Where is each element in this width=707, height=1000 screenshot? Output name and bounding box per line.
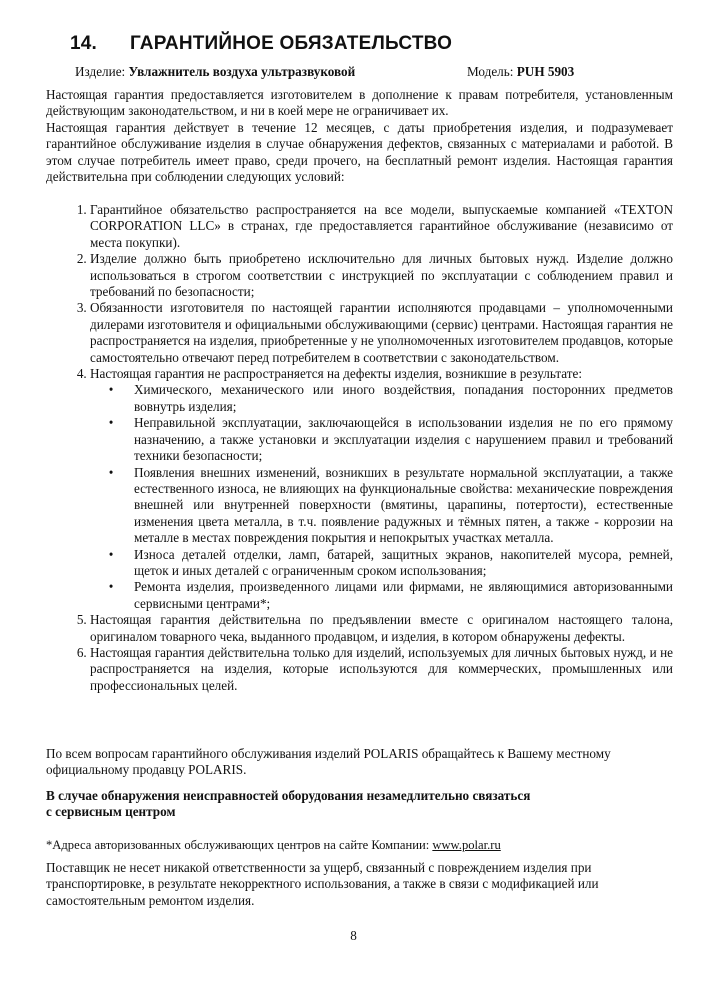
item-label: Изделие: [75,64,126,79]
exclusion-item [108,382,673,415]
condition-item [90,366,673,612]
exclusion-item [108,415,673,464]
model-info [467,64,574,80]
condition-item [90,300,673,366]
exclusion-text: Появления внешних изменений, возникших в результате нормальной эксплуатации, а также естественного износа, не влияющих на функциональные свойства: механические повреждения внешней или внутренней поверхности (вмятины, царапины, потертости), естественные изменения цвета металла, в т.ч. появление радужных и тёмных пятен, а также - коррозии на металле в местах повреждения покрытия и непокрытых участках металла. [134,464,673,546]
condition-item [90,202,673,251]
footnote-text: *Адреса авторизованных обслуживающих центров на сайте Компании: [46,838,433,852]
condition-text: Гарантийное обязательство распространяется на все модели, выпускаемые компанией «TEXTON CORPORATION LLC» в странах, где предоставляется гарантийное обслуживание (независимо от места покупки). [90,202,673,250]
condition-text: Обязанности изготовителя по настоящей гарантии исполняются продавцами – уполномоченными дилерами изготовителя и официальными обслуживающими (сервис) центрами. Настоящая гарантия не распространяется на изделия, приобретенные у не уполномоченных изготовителем продавцов, которые самостоятельно отвечают перед потребителем в соответствии с законодательством. [90,300,673,365]
exclusion-text: Ремонта изделия, произведенного лицами или фирмами, не являющимися авторизованными сервисными центрами*; [134,579,673,611]
section-title: ГАРАНТИЙНОЕ ОБЯЗАТЕЛЬСТВО [130,33,453,54]
condition-item [90,612,673,645]
page-number: 8 [350,928,357,943]
intro-text [46,87,673,185]
condition-text: Настоящая гарантия действительна только для изделий, используемых для личных бытовых нужд, и не распространяется на изделия, которые используются для коммерческих, промышленных или профессиональных целей. [90,644,673,693]
bullet-icon: • [108,415,114,431]
intro-paragraph: Настоящая гарантия действует в течение 12 месяцев, с даты приобретения изделия, и подразумевает гарантийное обслуживание изделия в случае обнаружения дефектов, связанных с материалами и работой. В этом случае потребитель имеет право, среди прочего, на бесплатный ремонт изделия. Настоящая гарантия действительна при соблюдении следующих условий: [46,119,673,185]
exclusion-item [108,464,673,547]
condition-text: Настоящая гарантия не распространяется на дефекты изделия, возникшие в результате: [90,366,583,382]
service-warning [46,788,673,821]
item-value: Увлажнитель воздуха ультразвуковой [128,64,356,79]
disclaimer-paragraph: Поставщик не несет никакой ответственности за ущерб, связанный с повреждением изделия при транспортировке, в результате некорректного использования, а также в связи с модификацией или самостоятельным ремонтом изделия. [46,860,599,908]
contact-paragraph: По всем вопросам гарантийного обслуживания изделий POLARIS обращайтесь к Вашему местному официальному продавцу POLARIS. [46,746,611,778]
condition-text: Изделие должно быть приобретено исключительно для личных бытовых нужд. Изделие должно использоваться в строгом соответствии с инструкцией по эксплуатации с соблюдением правил и требований по безопасности; [90,251,673,300]
section-number: 14. [70,33,98,54]
condition-item [90,645,673,694]
bullet-icon: • [108,546,114,562]
warning-line-2: с сервисным центром [46,804,176,820]
exclusion-item [108,579,673,612]
condition-item [90,251,673,300]
footnote [46,837,673,853]
exclusions-list [90,382,673,612]
section-heading [70,33,670,55]
warning-line-1: В случае обнаружения неисправностей оборудования незамедлительно связаться [46,788,531,803]
product-line [75,64,675,80]
exclusion-item [108,546,673,580]
bullet-icon: • [108,579,114,595]
conditions-list [46,202,673,694]
bullet-icon: • [108,464,114,480]
condition-text: Настоящая гарантия действительна по предъявлении вместе с оригиналом настоящего талона, оригиналом товарного чека, выданного продавцом, и изделия, в котором обнаружены дефекты. [90,612,673,644]
exclusion-text: Химического, механического или иного воздействия, попадания посторонних предметов вовнутрь изделия; [134,382,673,414]
intro-paragraph: Настоящая гарантия предоставляется изготовителем в дополнение к правам потребителя, установленным действующим законодательством, и ни в коей мере не ограничивает их. [46,87,673,119]
website-link[interactable]: www.polar.ru [432,838,501,852]
model-value: PUH 5903 [516,64,575,79]
exclusion-text: Неправильной эксплуатации, заключающейся в использовании изделия не по его прямому назначению, а также установки и эксплуатации изделия с нарушением правил и требований техники безопасности; [134,415,673,464]
model-label: Модель: [467,64,514,79]
exclusion-text: Износа деталей отделки, ламп, батарей, защитных экранов, накопителей мусора, ремней, щеток и иных деталей с ограниченным сроком использования; [134,546,673,578]
bullet-icon: • [108,382,114,398]
